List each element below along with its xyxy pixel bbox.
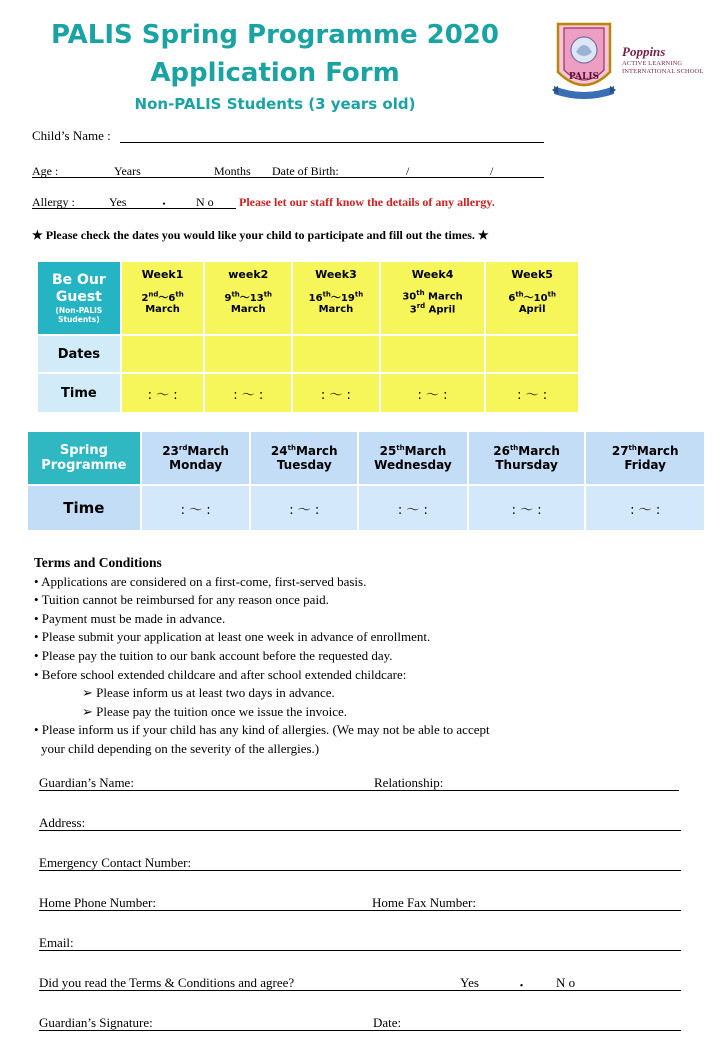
logo-seal-text: PALIS xyxy=(568,72,600,82)
years-label: Years xyxy=(114,164,141,178)
terms-item: • Applications are considered on a first-come, first-served basis. xyxy=(34,573,367,589)
signature-field[interactable] xyxy=(39,1030,681,1031)
dob-slash-2: / xyxy=(490,164,494,178)
day-header-4: 26thMarch Thursday xyxy=(468,431,586,485)
brand-name: Poppins xyxy=(622,44,666,59)
guardian-name-field[interactable] xyxy=(39,790,679,791)
form-title-line1: PALIS Spring Programme 2020 xyxy=(50,20,499,50)
agree-field[interactable] xyxy=(39,990,681,991)
week-header-3: Week3 16th～19th March xyxy=(292,261,380,335)
terms-sub-item: ➢ Please pay the tuition once we issue the invoice. xyxy=(82,703,348,719)
brand-line2: INTERNATIONAL SCHOOL xyxy=(622,68,704,75)
dob-slash-1: / xyxy=(406,164,410,178)
allergy-note: Please let our staff know the details of any allergy. xyxy=(239,195,495,209)
email-field[interactable] xyxy=(39,950,681,951)
terms-item: • Payment must be made in advance. xyxy=(34,610,226,626)
week-header-2: week2 9th～13th March xyxy=(204,261,292,335)
day-header-3: 25thMarch Wednesday xyxy=(358,431,468,485)
child-name-field[interactable] xyxy=(120,142,544,143)
terms-item: • Please pay the tuition to our bank account before the requested day. xyxy=(34,647,393,663)
email-label: Email: xyxy=(39,935,74,950)
address-field[interactable] xyxy=(39,830,681,831)
signature-label: Guardian’s Signature: xyxy=(39,1015,153,1030)
age-label: Age : xyxy=(32,164,59,178)
terms-agree-label: Did you read the Terms & Conditions and agree? xyxy=(39,975,295,990)
home-fax-label: Home Fax Number: xyxy=(372,895,476,910)
terms-item-continued: your child depending on the severity of the allergies.) xyxy=(41,740,320,756)
home-phone-label: Home Phone Number: xyxy=(39,895,156,910)
dates-cell-week1[interactable] xyxy=(121,335,205,373)
terms-sub-item: ➢ Please inform us at least two days in advance. xyxy=(82,685,335,701)
agree-no[interactable]: N o xyxy=(556,975,576,990)
dates-cell-week2[interactable] xyxy=(204,335,292,373)
time-cell-week1[interactable]: : ～ : xyxy=(121,373,205,413)
time-cell-week5[interactable]: : ～ : xyxy=(485,373,579,413)
time-cell-week3[interactable]: : ～ : xyxy=(292,373,380,413)
allergy-yes[interactable]: Yes xyxy=(109,195,127,209)
dates-row-label: Dates xyxy=(37,335,121,373)
date-instruction: ★ Please check the dates you would like your child to participate and fill out the times. ★ xyxy=(32,228,489,242)
time-cell-day2[interactable]: : ～ : xyxy=(250,485,358,531)
school-brand xyxy=(622,44,714,76)
agree-dot: ・ xyxy=(515,978,529,993)
relationship-label: Relationship: xyxy=(374,775,444,790)
table1-corner: Be Our Guest (Non-PALIS Students) xyxy=(37,261,121,335)
time-row-label: Time xyxy=(37,373,121,413)
phone-fax-field[interactable] xyxy=(39,910,681,911)
allergy-no[interactable]: N o xyxy=(196,195,214,209)
day-header-1: 23rdMarch Monday xyxy=(141,431,251,485)
time-cell-day3[interactable]: : ～ : xyxy=(358,485,468,531)
terms-item: • Please submit your application at least one week in advance of enrollment. xyxy=(34,629,431,645)
spring-programme-table xyxy=(26,430,706,532)
allergy-label: Allergy : xyxy=(32,195,75,209)
agree-yes[interactable]: Yes xyxy=(460,975,479,990)
form-subtitle: Non-PALIS Students (3 years old) xyxy=(134,95,416,113)
brand-line1: ACTIVE LEARNING xyxy=(622,60,683,67)
time-cell-day5[interactable]: : ～ : xyxy=(585,485,705,531)
dob-label: Date of Birth: xyxy=(272,164,339,178)
week-header-1: Week1 2nd～6th March xyxy=(121,261,205,335)
emergency-contact-field[interactable] xyxy=(39,870,681,871)
guardian-name-label: Guardian’s Name: xyxy=(39,775,134,790)
terms-item: • Tuition cannot be reimbursed for any reason once paid. xyxy=(34,592,329,608)
dates-cell-week5[interactable] xyxy=(485,335,579,373)
time-cell-week4[interactable]: : ～ : xyxy=(380,373,486,413)
terms-heading: Terms and Conditions xyxy=(34,555,162,570)
day-header-2: 24thMarch Tuesday xyxy=(250,431,358,485)
table2-corner: Spring Programme xyxy=(27,431,141,485)
allergy-dot: ・ xyxy=(158,197,171,211)
allergy-field[interactable] xyxy=(32,208,236,209)
emergency-contact-label: Emergency Contact Number: xyxy=(39,855,192,870)
non-palis-weeks-table xyxy=(36,260,580,414)
months-label: Months xyxy=(214,164,251,178)
time-cell-day1[interactable]: : ～ : xyxy=(141,485,251,531)
date-label: Date: xyxy=(373,1015,402,1030)
dates-cell-week3[interactable] xyxy=(292,335,380,373)
week-header-5: Week5 6th～10th April xyxy=(485,261,579,335)
time-cell-week2[interactable]: : ～ : xyxy=(204,373,292,413)
address-label: Address: xyxy=(39,815,86,830)
day-header-5: 27thMarch Friday xyxy=(585,431,705,485)
form-title-line2: Application Form xyxy=(150,58,400,88)
terms-item: • Please inform us if your child has any kind of allergies. (We may not be able to accept xyxy=(34,722,490,738)
age-dob-field[interactable] xyxy=(32,177,544,178)
table2-time-label: Time xyxy=(27,485,141,531)
terms-and-conditions xyxy=(34,554,594,759)
week-header-4: Week4 30th March 3rd April xyxy=(380,261,486,335)
child-name-label: Child’s Name : xyxy=(32,128,111,143)
dates-cell-week4[interactable] xyxy=(380,335,486,373)
time-cell-day4[interactable]: : ～ : xyxy=(468,485,586,531)
terms-item: • Before school extended childcare and after school extended childcare: xyxy=(34,666,407,682)
